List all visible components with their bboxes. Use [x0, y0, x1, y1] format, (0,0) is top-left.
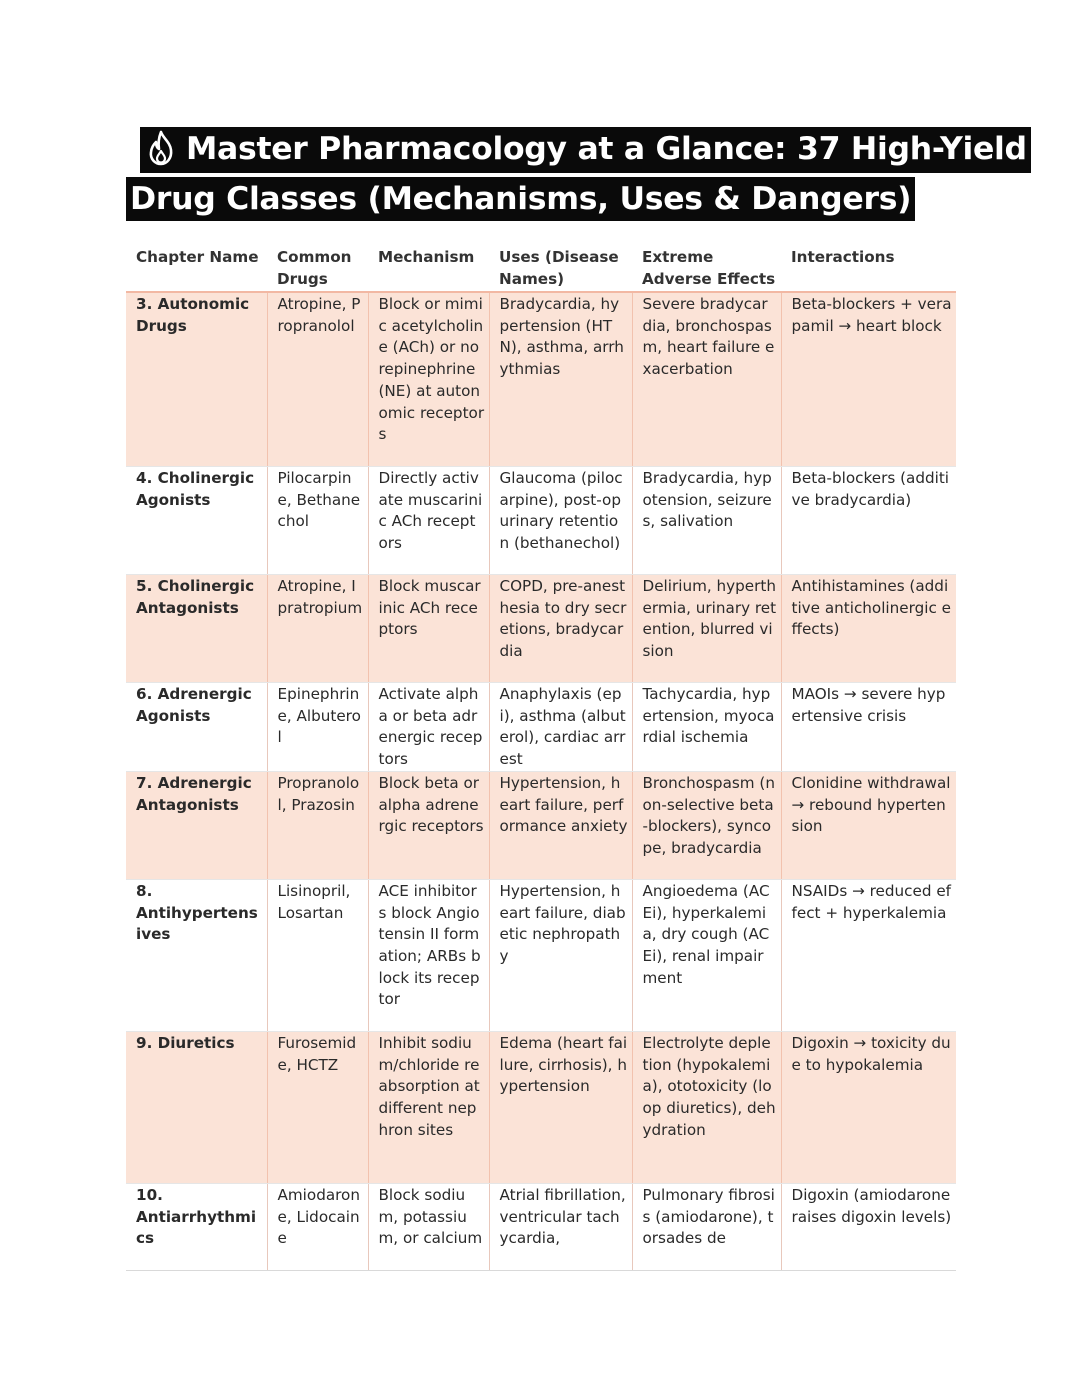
- cell-uses: Hypertension, heart failure, performance anxiety: [489, 771, 632, 879]
- cell-interactions: MAOIs → severe hypertensive crisis: [781, 683, 956, 772]
- cell-chapter: 8. Antihypertensives: [126, 879, 267, 1031]
- cell-adverse: Angioedema (ACEi), hyperkalemia, dry cough (ACEi), renal impairment: [632, 879, 781, 1031]
- cell-interactions: Clonidine withdrawal → rebound hypertension: [781, 771, 956, 879]
- cell-drugs: Atropine, Ipratropium: [267, 575, 368, 683]
- cell-uses: Edema (heart failure, cirrhosis), hypertension: [489, 1031, 632, 1183]
- table-row: [126, 467, 956, 575]
- cell-chapter: 3. Autonomic Drugs: [126, 292, 267, 467]
- cell-interactions: Beta-blockers + verapamil → heart block: [781, 292, 956, 467]
- cell-adverse: Bradycardia, hypotension, seizures, salivation: [632, 467, 781, 575]
- drug-class-table: [126, 246, 956, 1271]
- header-uses: Uses (Disease Names): [489, 246, 632, 292]
- cell-uses: Atrial fibrillation, ventricular tachycardia,: [489, 1183, 632, 1270]
- flame-icon: [144, 130, 178, 166]
- cell-drugs: Atropine, Propranolol: [267, 292, 368, 467]
- table-row: [126, 292, 956, 467]
- cell-mechanism: Inhibit sodium/chloride reabsorption at different nephron sites: [368, 1031, 489, 1183]
- header-adverse-effects: Extreme Adverse Effects: [632, 246, 781, 292]
- cell-adverse: Electrolyte depletion (hypokalemia), ototoxicity (loop diuretics), dehydration: [632, 1031, 781, 1183]
- cell-adverse: Pulmonary fibrosis (amiodarone), torsades de: [632, 1183, 781, 1270]
- cell-adverse: Tachycardia, hypertension, myocardial ischemia: [632, 683, 781, 772]
- cell-uses: Glaucoma (pilocarpine), post-op urinary retention (bethanechol): [489, 467, 632, 575]
- table-row: [126, 683, 956, 772]
- cell-drugs: Epinephrine, Albuterol: [267, 683, 368, 772]
- title-text-1: Master Pharmacology at a Glance: 37 High-Yield: [186, 131, 1027, 167]
- title-line-1: [140, 127, 1031, 173]
- table-row: [126, 1183, 956, 1270]
- cell-adverse: Delirium, hyperthermia, urinary retention, blurred vision: [632, 575, 781, 683]
- cell-interactions: NSAIDs → reduced effect + hyperkalemia: [781, 879, 956, 1031]
- cell-interactions: Digoxin (amiodarone raises digoxin levels): [781, 1183, 956, 1270]
- cell-uses: Bradycardia, hypertension (HTN), asthma, arrhythmias: [489, 292, 632, 467]
- cell-mechanism: Block or mimic acetylcholine (ACh) or norepinephrine (NE) at autonomic receptors: [368, 292, 489, 467]
- title-line-2: Drug Classes (Mechanisms, Uses & Dangers): [126, 177, 915, 221]
- table-row: [126, 771, 956, 879]
- cell-chapter: 6. Adrenergic Agonists: [126, 683, 267, 772]
- cell-mechanism: Block beta or alpha adrenergic receptors: [368, 771, 489, 879]
- cell-drugs: Propranolol, Prazosin: [267, 771, 368, 879]
- cell-drugs: Pilocarpine, Bethanechol: [267, 467, 368, 575]
- cell-drugs: Furosemide, HCTZ: [267, 1031, 368, 1183]
- table-row: [126, 1031, 956, 1183]
- header-mechanism: Mechanism: [368, 246, 489, 292]
- cell-mechanism: Block sodium, potassium, or calcium: [368, 1183, 489, 1270]
- cell-adverse: Severe bradycardia, bronchospasm, heart failure exacerbation: [632, 292, 781, 467]
- cell-mechanism: Block muscarinic ACh receptors: [368, 575, 489, 683]
- cell-interactions: Antihistamines (additive anticholinergic effects): [781, 575, 956, 683]
- cell-chapter: 10. Antiarrhythmics: [126, 1183, 267, 1270]
- header-chapter-name: Chapter Name: [126, 246, 267, 292]
- cell-interactions: Beta-blockers (additive bradycardia): [781, 467, 956, 575]
- page-title: [126, 127, 1027, 221]
- table-header-row: [126, 246, 956, 292]
- table-row: [126, 575, 956, 683]
- cell-drugs: Lisinopril, Losartan: [267, 879, 368, 1031]
- cell-interactions: Digoxin → toxicity due to hypokalemia: [781, 1031, 956, 1183]
- table-row: [126, 879, 956, 1031]
- cell-chapter: 9. Diuretics: [126, 1031, 267, 1183]
- cell-drugs: Amiodarone, Lidocaine: [267, 1183, 368, 1270]
- cell-chapter: 7. Adrenergic Antagonists: [126, 771, 267, 879]
- header-interactions: Interactions: [781, 246, 956, 292]
- cell-mechanism: Directly activate muscarinic ACh receptors: [368, 467, 489, 575]
- cell-uses: Anaphylaxis (epi), asthma (albuterol), cardiac arrest: [489, 683, 632, 772]
- cell-chapter: 4. Cholinergic Agonists: [126, 467, 267, 575]
- header-common-drugs: Common Drugs: [267, 246, 368, 292]
- cell-chapter: 5. Cholinergic Antagonists: [126, 575, 267, 683]
- cell-mechanism: Activate alpha or beta adrenergic receptors: [368, 683, 489, 772]
- cell-mechanism: ACE inhibitors block Angiotensin II formation; ARBs block its receptor: [368, 879, 489, 1031]
- cell-uses: COPD, pre-anesthesia to dry secretions, bradycardia: [489, 575, 632, 683]
- cell-uses: Hypertension, heart failure, diabetic nephropathy: [489, 879, 632, 1031]
- cell-adverse: Bronchospasm (non-selective beta-blockers), syncope, bradycardia: [632, 771, 781, 879]
